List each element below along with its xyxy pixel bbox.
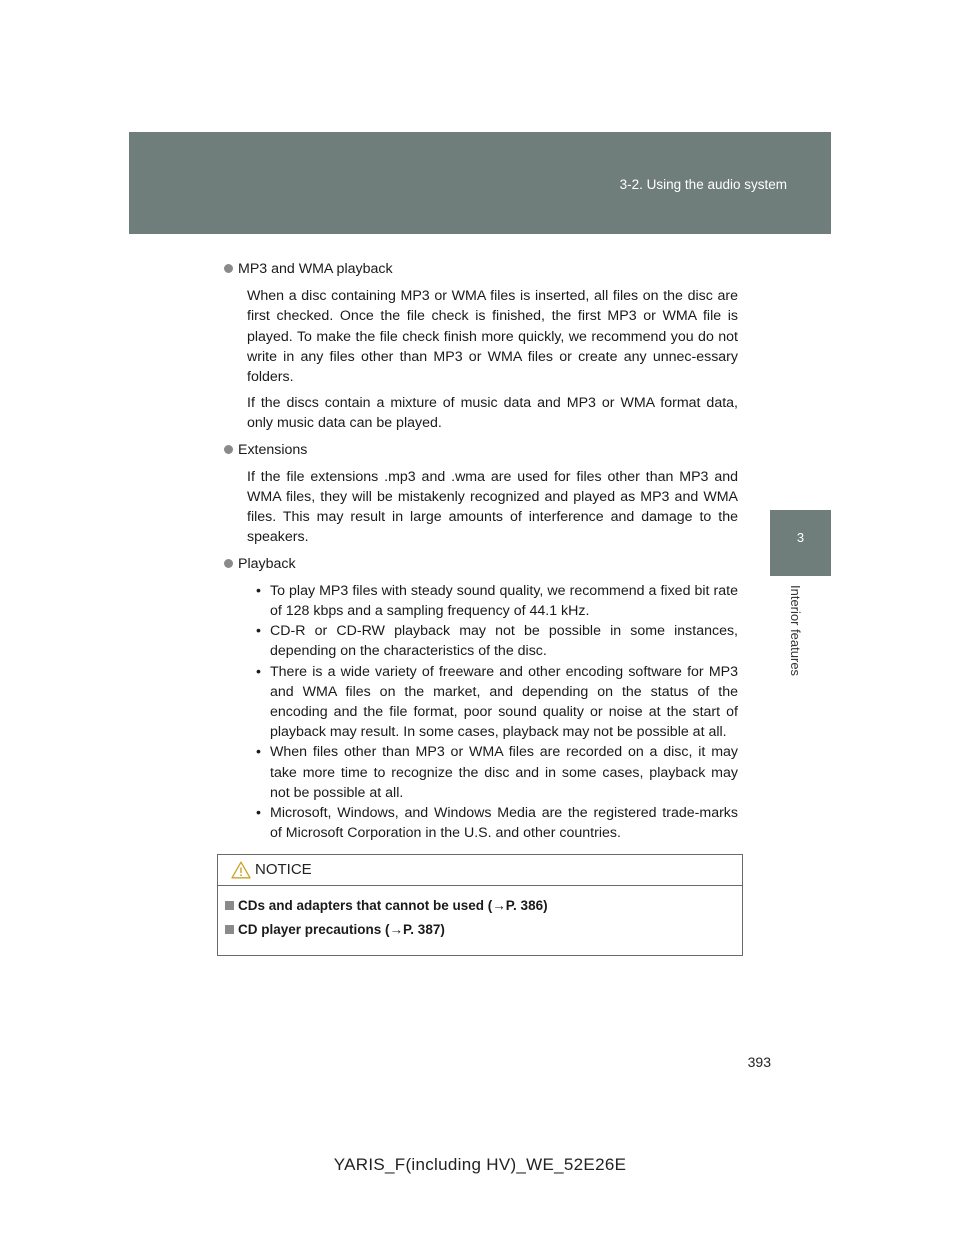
list-item <box>247 742 738 803</box>
footer-code: YARIS_F(including HV)_WE_52E26E <box>333 1155 627 1174</box>
bullet-circle-icon <box>224 559 233 568</box>
section-heading <box>224 259 738 279</box>
bullet-circle-icon <box>224 445 233 454</box>
small-bullet-icon: • <box>256 623 261 640</box>
list-item <box>247 581 738 621</box>
notice-items <box>224 896 732 944</box>
list-item-text: To play MP3 files with steady sound quality, we recommend a fixed bit rate of 128 kbps and a sampling frequency of 44.1 kHz. <box>270 582 738 620</box>
list-item <box>247 803 738 843</box>
list-item <box>247 621 738 661</box>
playback-list <box>247 581 738 844</box>
notice-header <box>218 855 742 886</box>
list-item-text: When files other than MP3 or WMA files are recorded on a disc, it may take more time to recognize the disc and in some cases, playback may not be possible at all. <box>270 744 738 801</box>
paragraph: When a disc containing MP3 or WMA files is inserted, all files on the disc are first checked. Once the file check is finished, the first MP3 or WMA file is played. To make the file check finish more quickly, we recommend you do not write in any files other than MP3 or WMA files or create any unnec-essary folders. <box>247 288 738 386</box>
notice-item <box>224 920 732 940</box>
notice-title: NOTICE <box>255 861 312 878</box>
section-heading <box>224 554 738 574</box>
section-heading-text: Extensions <box>238 441 308 458</box>
section-heading-text: MP3 and WMA playback <box>238 261 393 277</box>
square-bullet-icon <box>225 901 234 910</box>
chapter-label-container <box>787 585 805 700</box>
page-number: 393 <box>747 1054 771 1070</box>
list-item-text: There is a wide variety of freeware and other encoding software for MP3 and WMA files on the market, and depending on the status of the encoding and the file format, poor sound quality or noise at the start of playback may result. In some cases, playback may not be possible at all. <box>270 663 738 741</box>
warning-icon <box>231 861 251 879</box>
paragraph: If the discs contain a mixture of music data and MP3 or WMA format data, only music data can be played. <box>247 395 738 432</box>
chapter-tab <box>770 510 831 576</box>
small-bullet-icon: • <box>256 805 261 822</box>
square-bullet-icon <box>225 925 234 934</box>
small-bullet-icon: • <box>256 663 261 680</box>
chapter-number: 3 <box>796 530 805 545</box>
list-item-text: CD-R or CD-RW playback may not be possible in some instances, depending on the characteristics of the disc. <box>270 623 738 660</box>
notice-item-text: CD player precautions (→P. 387) <box>238 922 445 937</box>
notice-item-text: CDs and adapters that cannot be used (→P. 386) <box>238 898 548 913</box>
section-heading <box>224 440 738 460</box>
paragraph: If the file extensions .mp3 and .wma are used for files other than MP3 and WMA files, they will be mistakenly recognized and played as MP3 and WMA files. This may result in large amounts of interference and damage to the speakers. <box>247 468 738 546</box>
small-bullet-icon: • <box>256 744 261 761</box>
bullet-circle-icon <box>224 264 233 273</box>
notice-item <box>224 896 732 916</box>
section-heading-text: Playback <box>238 555 296 572</box>
section-title: 3-2. Using the audio system <box>619 177 787 192</box>
chapter-label: Interior features <box>788 585 803 677</box>
header-band <box>129 132 831 234</box>
main-content <box>238 259 738 843</box>
small-bullet-icon: • <box>256 582 261 599</box>
notice-box <box>217 854 743 956</box>
list-item <box>247 662 738 743</box>
list-item-text: Microsoft, Windows, and Windows Media are the registered trade-marks of Microsoft Corporation in the U.S. and other countries. <box>270 805 738 842</box>
